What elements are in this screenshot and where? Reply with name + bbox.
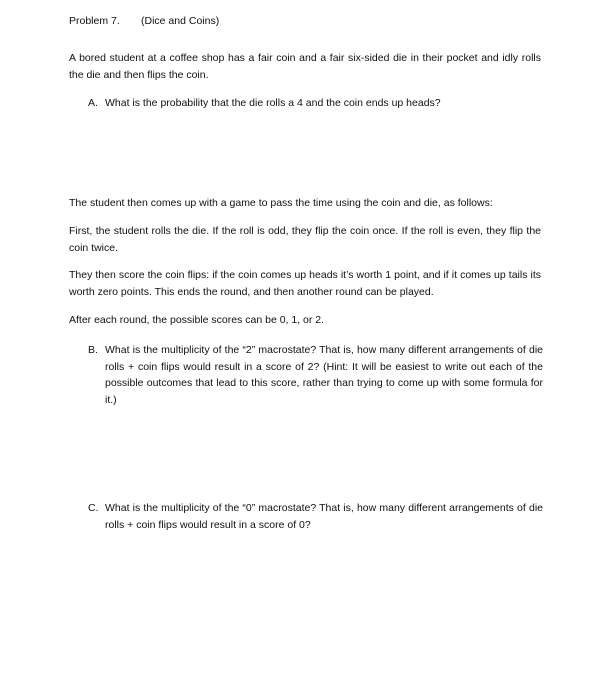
problem-title: (Dice and Coins) xyxy=(141,15,220,27)
problem-heading xyxy=(69,13,541,30)
game-intro-paragraph: The student then comes up with a game to pass the time using the coin and die, as follows: xyxy=(69,197,493,209)
question-c xyxy=(88,500,543,533)
question-b-label: B. xyxy=(88,344,98,356)
question-c-text: What is the multiplicity of the “0” macrostate? That is, how many different arrangements of die rolls + coin flips would result in a score of 0? xyxy=(105,502,543,531)
scores-paragraph: After each round, the possible scores can be 0, 1, or 2. xyxy=(69,314,325,326)
question-b-text: What is the multiplicity of the “2” macrostate? That is, how many different arrangements of die rolls + coin flips would result in a score of 2? (Hint: It will be easiest to write out each of the possible outcomes that lead to this score, rather than trying to come up with some formula for it.) xyxy=(105,344,543,406)
question-a xyxy=(88,95,543,112)
question-a-label: A. xyxy=(88,97,98,109)
rule-1-paragraph: First, the student rolls the die. If the roll is odd, they flip the coin once. If the roll is even, they flip the coin twice. xyxy=(69,225,541,254)
rule-2-paragraph: They then score the coin flips: if the coin comes up heads it’s worth 1 point, and if it comes up tails its worth zero points. This ends the round, and then another round can be played. xyxy=(69,269,541,298)
question-a-text: What is the probability that the die rolls a 4 and the coin ends up heads? xyxy=(105,97,441,109)
intro-paragraph: A bored student at a coffee shop has a fair coin and a fair six-sided die in their pocket and idly rolls the die and then flips the coin. xyxy=(69,52,541,81)
question-b xyxy=(88,342,543,408)
question-c-label: C. xyxy=(88,502,99,514)
problem-number: Problem 7. xyxy=(69,15,120,27)
